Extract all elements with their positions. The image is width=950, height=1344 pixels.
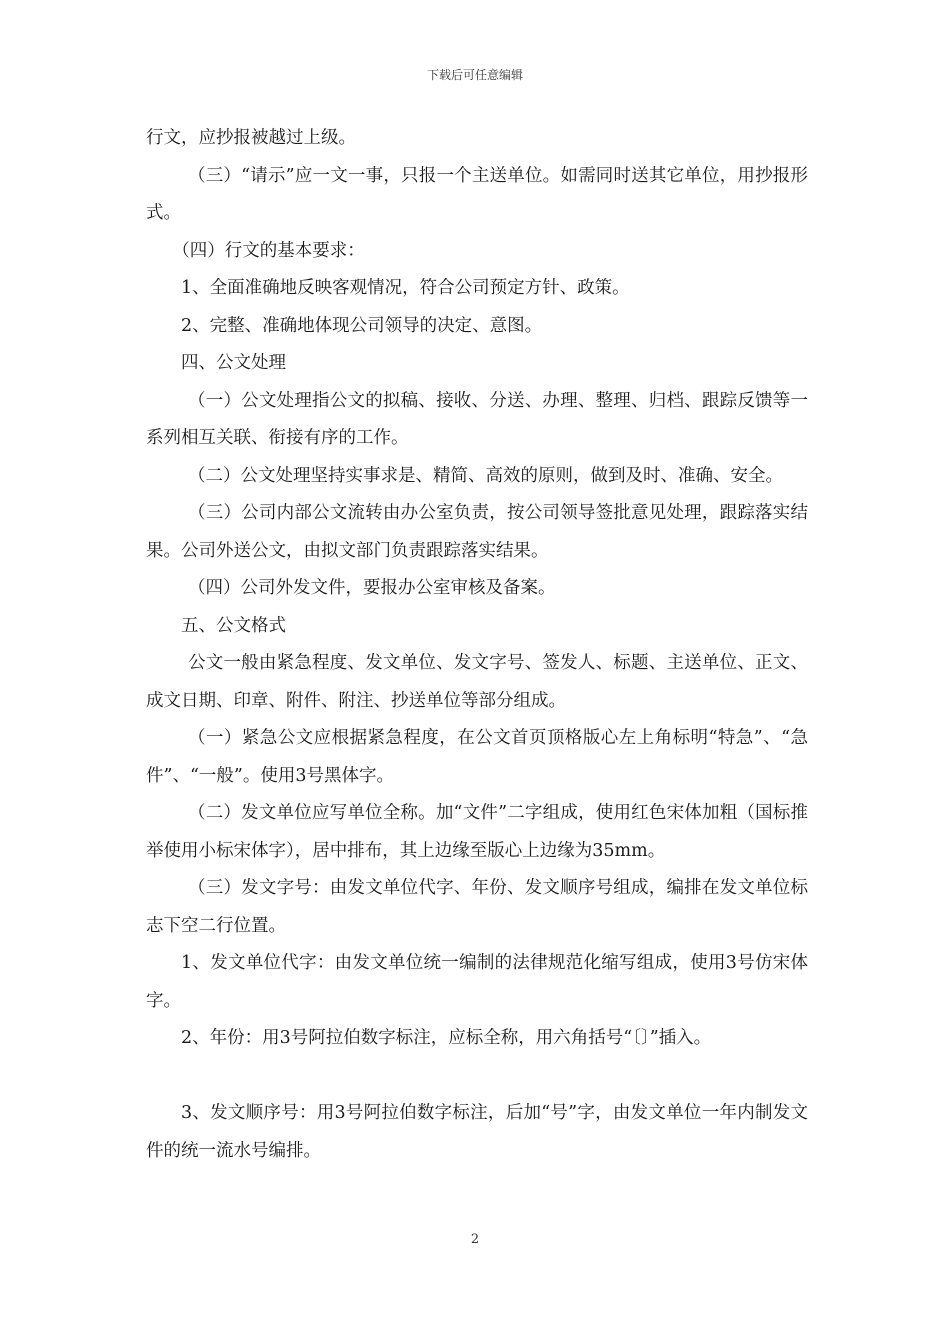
paragraph: （一）公文处理指公文的拟稿、接收、分送、办理、整理、归档、跟踪反馈等一系列相互关联、衔接有序的工作。 bbox=[146, 390, 808, 448]
document-body bbox=[146, 120, 808, 1170]
paragraph: 3、发文顺序号：用3号阿拉伯数字标注，后加“号”字，由发文单位一年内制发文件的统一流水号编排。 bbox=[146, 1103, 808, 1161]
paragraph: 2、完整、准确地体现公司领导的决定、意图。 bbox=[181, 315, 543, 336]
paragraph: （三）发文字号：由发文单位代字、年份、发文顺序号组成，编排在发文单位标志下空二行位置。 bbox=[146, 878, 808, 936]
paragraph: （一）紧急公文应根据紧急程度，在公文首页顶格版心左上角标明“特急”、“急件”、“一般”。使用3号黑体字。 bbox=[146, 728, 808, 786]
paragraph: 1、全面准确地反映客观情况，符合公司预定方针、政策。 bbox=[181, 278, 630, 298]
paragraph: （三）公司内部公文流转由办公室负责，按公司领导签批意见处理，跟踪落实结果。公司外送公文，由拟文部门负责跟踪落实结果。 bbox=[146, 503, 808, 561]
page-header: 下载后可任意编辑 bbox=[426, 68, 523, 82]
blank-line bbox=[146, 1058, 808, 1096]
paragraph: （三）“请示”应一文一事，只报一个主送单位。如需同时送其它单位，用抄报形式。 bbox=[146, 165, 808, 223]
section-heading: 四、公文处理 bbox=[181, 353, 286, 373]
paragraph: 行文，应抄报被越过上级。 bbox=[146, 128, 356, 148]
paragraph: 公文一般由紧急程度、发文单位、发文字号、签发人、标题、主送单位、正文、成文日期、印章、附件、附注、抄送单位等部分组成。 bbox=[146, 653, 808, 711]
paragraph: （二）发文单位应写单位全称。加“文件”二字组成，使用红色宋体加粗（国标推举使用小标宋体字），居中排布，其上边缘至版心上边缘为35mm。 bbox=[146, 803, 808, 861]
paragraph: （二）公文处理坚持实事求是、精简、高效的原则，做到及时、准确、安全。 bbox=[188, 465, 783, 486]
paragraph: 2、年份：用3号阿拉伯数字标注，应标全称，用六角括号“〔〕”插入。 bbox=[181, 1028, 712, 1048]
page-number: 2 bbox=[470, 1232, 480, 1247]
paragraph: （四）公司外发文件，要报办公室审核及备案。 bbox=[188, 578, 556, 598]
paragraph: 1、发文单位代字：由发文单位统一编制的法律规范化缩写组成，使用3号仿宋体字。 bbox=[146, 953, 808, 1011]
section-heading: 五、公文格式 bbox=[181, 615, 286, 636]
paragraph: （四）行文的基本要求： bbox=[172, 240, 365, 261]
